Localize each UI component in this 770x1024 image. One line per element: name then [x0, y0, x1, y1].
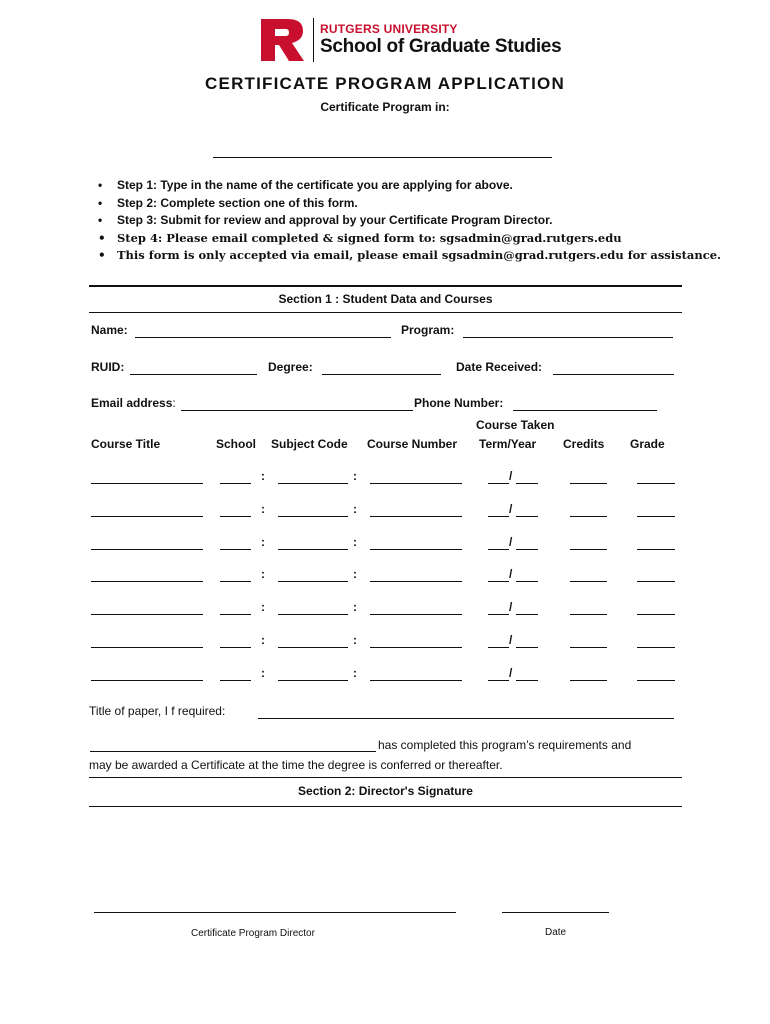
col-grade: Grade — [630, 437, 665, 451]
section1-bottom-rule — [89, 312, 682, 313]
year-field[interactable] — [516, 680, 538, 681]
grade-field[interactable] — [637, 516, 675, 517]
email-field[interactable] — [181, 410, 413, 411]
grade-field[interactable] — [637, 680, 675, 681]
col-subject-code: Subject Code — [271, 437, 348, 451]
col-credits: Credits — [563, 437, 605, 451]
director-signature-field[interactable] — [94, 912, 456, 913]
university-name: RUTGERS UNIVERSITY — [320, 22, 458, 36]
student-name-field[interactable] — [90, 751, 376, 752]
row-slash: / — [509, 469, 513, 483]
course-title-field[interactable] — [91, 483, 203, 484]
subject-code-field[interactable] — [278, 581, 348, 582]
email-label-text: Email address — [91, 396, 173, 410]
row-colon: : — [353, 535, 357, 549]
year-field[interactable] — [516, 549, 538, 550]
course-title-field[interactable] — [91, 549, 203, 550]
completion-text-2: may be awarded a Certificate at the time the degree is conferred or thereafter. — [89, 758, 503, 772]
credits-field[interactable] — [570, 483, 607, 484]
row-colon: : — [261, 502, 265, 516]
course-number-field[interactable] — [370, 516, 462, 517]
ruid-label: RUID: — [91, 360, 125, 374]
director-label: Certificate Program Director — [191, 928, 315, 939]
row-slash: / — [509, 535, 513, 549]
course-number-field[interactable] — [370, 614, 462, 615]
degree-label: Degree: — [268, 360, 313, 374]
course-title-field[interactable] — [91, 647, 203, 648]
grade-field[interactable] — [637, 614, 675, 615]
subject-code-field[interactable] — [278, 549, 348, 550]
year-field[interactable] — [516, 614, 538, 615]
credits-field[interactable] — [570, 647, 607, 648]
school-field[interactable] — [220, 516, 251, 517]
certificate-program-field[interactable] — [213, 157, 552, 158]
date-received-label: Date Received: — [456, 360, 543, 374]
school-field[interactable] — [220, 680, 251, 681]
step-3: • Step 3: Submit for review and approval by your Certificate Program Director. — [98, 212, 721, 230]
course-number-field[interactable] — [370, 581, 462, 582]
school-field[interactable] — [220, 549, 251, 550]
paper-title-label: Title of paper, I f required: — [89, 704, 226, 718]
name-label: Name: — [91, 323, 128, 337]
page-title: CERTIFICATE PROGRAM APPLICATION — [205, 74, 565, 93]
school-field[interactable] — [220, 647, 251, 648]
row-colon: : — [261, 567, 265, 581]
term-field[interactable] — [488, 647, 509, 648]
instructions-list — [98, 177, 721, 265]
ruid-field[interactable] — [130, 374, 257, 375]
phone-label: Phone Number: — [414, 396, 504, 410]
subject-code-field[interactable] — [278, 614, 348, 615]
course-number-field[interactable] — [370, 549, 462, 550]
row-colon: : — [261, 666, 265, 680]
row-slash: / — [509, 633, 513, 647]
col-course-title: Course Title — [91, 437, 161, 451]
row-slash: / — [509, 600, 513, 614]
row-colon: : — [261, 469, 265, 483]
col-term-year: Term/Year — [479, 437, 537, 451]
completion-text: has completed this program’s requirements and — [378, 738, 632, 752]
term-field[interactable] — [488, 581, 509, 582]
school-field[interactable] — [220, 614, 251, 615]
course-number-field[interactable] — [370, 483, 462, 484]
course-number-field[interactable] — [370, 680, 462, 681]
year-field[interactable] — [516, 516, 538, 517]
row-colon: : — [261, 600, 265, 614]
certificate-program-label: Certificate Program in: — [320, 100, 450, 114]
section2-title: Section 2: Director's Signature — [298, 784, 473, 798]
subject-code-field[interactable] — [278, 483, 348, 484]
term-field[interactable] — [488, 549, 509, 550]
col-course-number: Course Number — [367, 437, 458, 451]
paper-title-field[interactable] — [258, 718, 674, 719]
row-slash: / — [509, 666, 513, 680]
row-colon: : — [261, 633, 265, 647]
signature-date-field[interactable] — [502, 912, 609, 913]
col-school: School — [216, 437, 257, 451]
row-colon: : — [353, 600, 357, 614]
course-number-field[interactable] — [370, 647, 462, 648]
row-slash: / — [509, 502, 513, 516]
term-field[interactable] — [488, 483, 509, 484]
school-field[interactable] — [220, 581, 251, 582]
step-2: • Step 2: Complete section one of this form. — [98, 195, 721, 213]
logo-divider — [313, 18, 314, 62]
subject-code-field[interactable] — [278, 516, 348, 517]
term-field[interactable] — [488, 516, 509, 517]
col-course-taken: Course Taken — [476, 418, 555, 432]
year-field[interactable] — [516, 647, 538, 648]
email-label-colon: : — [172, 396, 176, 410]
date-received-field[interactable] — [553, 374, 674, 375]
section2-bottom-rule — [89, 806, 682, 807]
credits-field[interactable] — [570, 516, 607, 517]
program-label: Program: — [401, 323, 455, 337]
program-field[interactable] — [463, 337, 673, 338]
section1-top-rule — [89, 285, 682, 287]
credits-field[interactable] — [570, 680, 607, 681]
date-label: Date — [545, 927, 567, 938]
grade-field[interactable] — [637, 581, 675, 582]
subject-code-field[interactable] — [278, 647, 348, 648]
school-name: School of Graduate Studies — [320, 36, 562, 57]
section1-title: Section 1 : Student Data and Courses — [278, 292, 493, 306]
row-colon: : — [353, 666, 357, 680]
credits-field[interactable] — [570, 549, 607, 550]
step-4: • Step 4: Please email completed & signed form to: sgsadmin@grad.rutgers.edu — [98, 230, 721, 248]
row-colon: : — [353, 567, 357, 581]
course-title-field[interactable] — [91, 581, 203, 582]
email-label — [91, 396, 176, 410]
year-field[interactable] — [516, 581, 538, 582]
school-field[interactable] — [220, 483, 251, 484]
grade-field[interactable] — [637, 647, 675, 648]
term-field[interactable] — [488, 680, 509, 681]
row-colon: : — [261, 535, 265, 549]
year-field[interactable] — [516, 483, 538, 484]
row-slash: / — [509, 567, 513, 581]
row-colon: : — [353, 633, 357, 647]
rutgers-r-logo — [258, 16, 308, 64]
degree-field[interactable] — [322, 374, 441, 375]
phone-field[interactable] — [513, 410, 657, 411]
section2-top-rule — [89, 777, 682, 778]
email-note: • This form is only accepted via email, please email sgsadmin@grad.rutgers.edu for assistance. — [98, 247, 721, 265]
grade-field[interactable] — [637, 549, 675, 550]
row-colon: : — [353, 502, 357, 516]
course-title-field[interactable] — [91, 614, 203, 615]
course-title-field[interactable] — [91, 680, 203, 681]
term-field[interactable] — [488, 614, 509, 615]
credits-field[interactable] — [570, 614, 607, 615]
grade-field[interactable] — [637, 483, 675, 484]
step-1: • Step 1: Type in the name of the certificate you are applying for above. — [98, 177, 721, 195]
row-colon: : — [353, 469, 357, 483]
subject-code-field[interactable] — [278, 680, 348, 681]
course-title-field[interactable] — [91, 516, 203, 517]
credits-field[interactable] — [570, 581, 607, 582]
name-field[interactable] — [135, 337, 391, 338]
